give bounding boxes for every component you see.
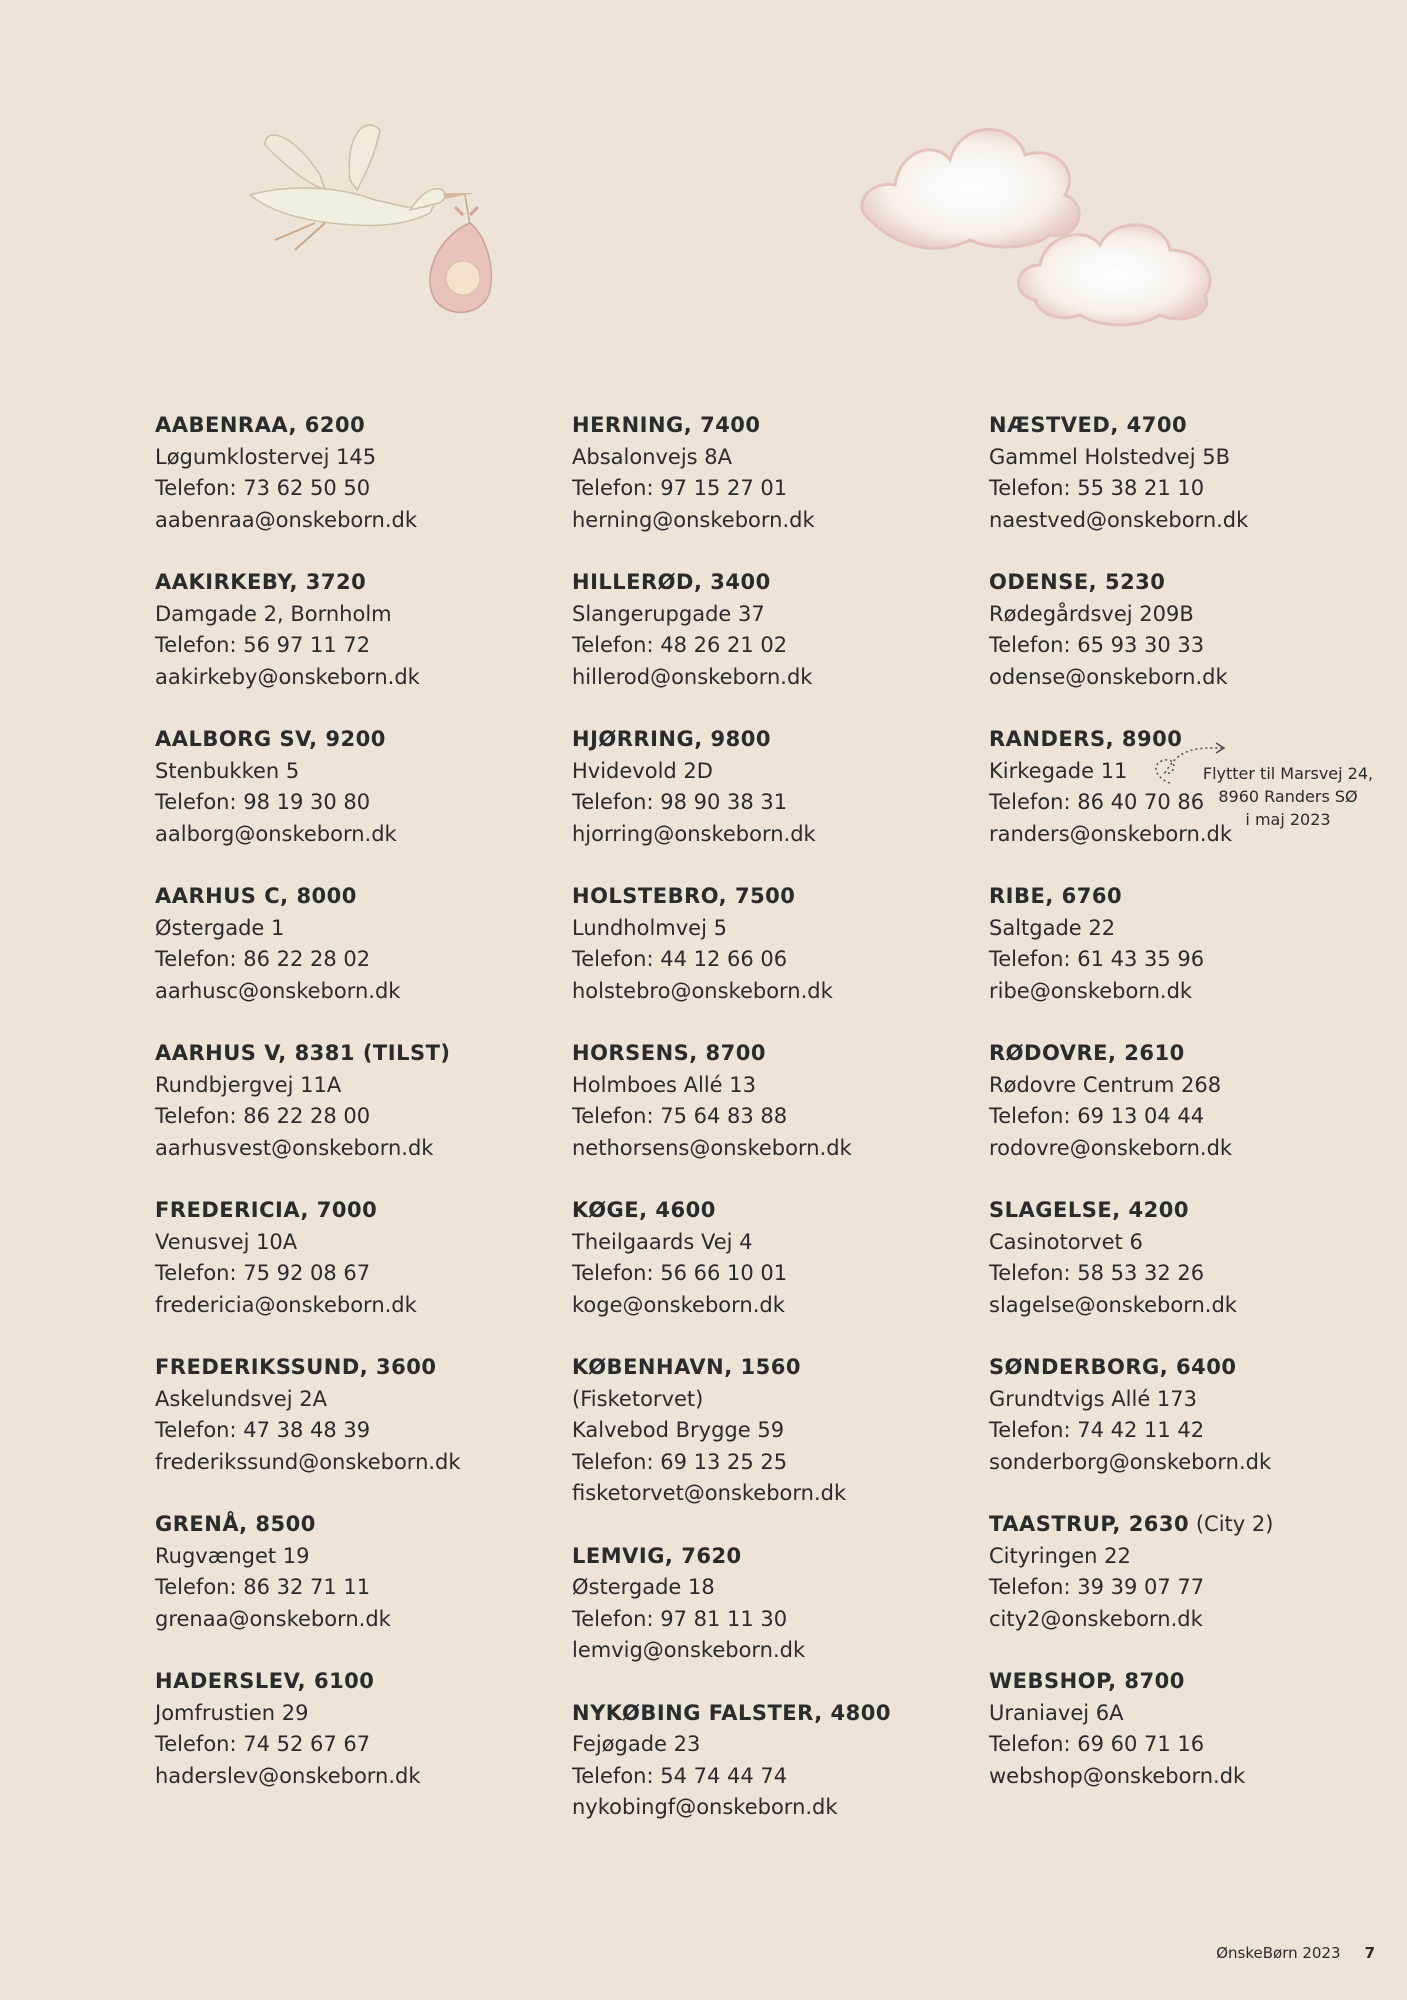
store-address: Slangerupgade 37: [572, 601, 765, 626]
store-name-text: AABENRAA, 6200: [155, 413, 366, 437]
store-phone: Telefon: 48 26 21 02: [572, 633, 788, 657]
store-name: [572, 1195, 989, 1227]
store-phone: Telefon: 98 19 30 80: [155, 790, 371, 814]
store-email: naestved@onskeborn.dk: [989, 507, 1249, 532]
store-column-2: [572, 410, 989, 1855]
store-name: [155, 724, 572, 756]
store-address: (Fisketorvet): [572, 1386, 704, 1411]
store-name-text: RØDOVRE, 2610: [989, 1041, 1185, 1065]
store-address: Østergade 18: [572, 1575, 715, 1599]
store-email: herning@onskeborn.dk: [572, 507, 815, 532]
store-email: aalborg@onskeborn.dk: [155, 821, 397, 846]
store-entry: [155, 1666, 572, 1792]
store-name-text: HJØRRING, 9800: [572, 727, 771, 751]
store-name: [155, 1352, 572, 1384]
store-email: nethorsens@onskeborn.dk: [572, 1135, 852, 1160]
store-name-text: HOLSTEBRO, 7500: [572, 884, 796, 908]
store-email: lemvig@onskeborn.dk: [572, 1638, 806, 1662]
store-address: Lundholmvej 5: [572, 915, 727, 940]
stork-with-baby-illustration: [225, 115, 495, 330]
store-email: holstebro@onskeborn.dk: [572, 978, 833, 1003]
store-email: grenaa@onskeborn.dk: [155, 1606, 391, 1631]
store-name: [155, 1666, 572, 1698]
store-name: [572, 1352, 989, 1384]
store-name: [155, 1509, 572, 1541]
store-email: nykobingf@onskeborn.dk: [572, 1795, 838, 1819]
store-entry: [572, 1352, 989, 1510]
store-email: hjorring@onskeborn.dk: [572, 821, 816, 846]
store-address: Damgade 2, Bornholm: [155, 601, 392, 626]
store-address: Grundtvigs Allé 173: [989, 1386, 1198, 1411]
store-name-text: HILLERØD, 3400: [572, 570, 771, 594]
store-name-text: NÆSTVED, 4700: [989, 413, 1188, 437]
store-name: [155, 881, 572, 913]
store-name: [572, 567, 989, 599]
randers-move-note: [1198, 762, 1378, 831]
store-address: Gammel Holstedvej 5B: [989, 444, 1231, 469]
store-address: Cityringen 22: [989, 1543, 1131, 1568]
store-phone: Telefon: 69 13 04 44: [989, 1104, 1205, 1128]
store-name-text: AAKIRKEBY, 3720: [155, 570, 367, 594]
store-phone: Telefon: 86 40 70 86: [989, 790, 1205, 814]
store-name: [989, 881, 1406, 913]
store-address: Holmboes Allé 13: [572, 1072, 756, 1097]
store-entry: [572, 724, 989, 850]
store-name-text: AALBORG SV, 9200: [155, 727, 386, 751]
store-name-text: WEBSHOP, 8700: [989, 1669, 1185, 1693]
store-name-text: SLAGELSE, 4200: [989, 1198, 1189, 1222]
store-phone: Telefon: 86 22 28 00: [155, 1104, 371, 1128]
store-entry: [989, 1038, 1406, 1164]
store-name-text: KØGE, 4600: [572, 1198, 716, 1222]
store-email: slagelse@onskeborn.dk: [989, 1292, 1237, 1317]
store-entry: [989, 567, 1406, 693]
store-phone: Telefon: 86 32 71 11: [155, 1575, 371, 1599]
store-phone: Telefon: 65 93 30 33: [989, 633, 1205, 657]
store-entry: [989, 410, 1406, 536]
store-entry: [155, 1195, 572, 1321]
store-phone: Telefon: 75 92 08 67: [155, 1261, 371, 1285]
store-address: Jomfrustien 29: [155, 1700, 309, 1725]
store-entry: [572, 410, 989, 536]
store-name-text: RANDERS, 8900: [989, 727, 1183, 751]
store-phone: Telefon: 39 39 07 77: [989, 1575, 1205, 1599]
store-name: [572, 724, 989, 756]
store-address: Askelundsvej 2A: [155, 1386, 327, 1411]
store-address: Kirkegade 11: [989, 758, 1128, 783]
randers-note-line-2: 8960 Randers SØ: [1218, 787, 1358, 806]
store-name: [989, 410, 1406, 442]
store-name-text: NYKØBING FALSTER, 4800: [572, 1700, 891, 1725]
store-email: frederikssund@onskeborn.dk: [155, 1449, 461, 1474]
store-entry: [155, 567, 572, 693]
store-entry: [572, 1698, 989, 1824]
store-phone: Telefon: 61 43 35 96: [989, 947, 1205, 971]
store-entry: [572, 1195, 989, 1321]
store-address: Rødegårdsvej 209B: [989, 601, 1194, 626]
store-name: [155, 1038, 572, 1070]
store-email: sonderborg@onskeborn.dk: [989, 1449, 1272, 1474]
store-phone: Telefon: 47 38 48 39: [155, 1418, 371, 1442]
store-phone: Telefon: 55 38 21 10: [989, 476, 1205, 500]
store-name: [989, 567, 1406, 599]
store-phone: Telefon: 86 22 28 02: [155, 947, 371, 971]
store-address: Østergade 1: [155, 915, 285, 940]
store-email: aabenraa@onskeborn.dk: [155, 507, 418, 532]
store-name: [989, 1666, 1406, 1698]
store-address: Rugvænget 19: [155, 1543, 310, 1568]
store-email: koge@onskeborn.dk: [572, 1292, 785, 1317]
store-name: [572, 1541, 989, 1573]
store-name: [989, 1195, 1406, 1227]
store-name-text: TAASTRUP, 2630: [989, 1512, 1190, 1536]
store-email: haderslev@onskeborn.dk: [155, 1763, 421, 1788]
store-entry: [989, 1352, 1406, 1478]
store-email: ribe@onskeborn.dk: [989, 978, 1193, 1003]
store-email: webshop@onskeborn.dk: [989, 1763, 1246, 1788]
store-name-text: GRENÅ, 8500: [155, 1512, 316, 1536]
store-email: fredericia@onskeborn.dk: [155, 1292, 417, 1317]
store-phone: Telefon: 69 13 25 25: [572, 1449, 788, 1474]
store-name-text: FREDERICIA, 7000: [155, 1198, 378, 1222]
store-phone: Telefon: 97 15 27 01: [572, 476, 788, 500]
store-address: Kalvebod Brygge 59: [572, 1418, 785, 1442]
store-name-text: RIBE, 6760: [989, 884, 1123, 908]
store-entry: [989, 1666, 1406, 1792]
store-phone: Telefon: 74 52 67 67: [155, 1732, 371, 1756]
store-entry: [155, 881, 572, 1007]
store-email: fisketorvet@onskeborn.dk: [572, 1481, 847, 1505]
store-name: [989, 1352, 1406, 1384]
store-phone: Telefon: 75 64 83 88: [572, 1104, 788, 1128]
store-phone: Telefon: 56 97 11 72: [155, 633, 371, 657]
store-name-text: FREDERIKSSUND, 3600: [155, 1355, 437, 1379]
store-email: odense@onskeborn.dk: [989, 664, 1228, 689]
store-address: Hvidevold 2D: [572, 758, 713, 783]
store-name: [572, 1698, 989, 1730]
store-phone: Telefon: 56 66 10 01: [572, 1261, 788, 1285]
store-address: Uraniavej 6A: [989, 1700, 1124, 1725]
store-entry: [572, 567, 989, 693]
store-name-text: AARHUS V, 8381 (TILST): [155, 1041, 451, 1065]
store-name-text: AARHUS C, 8000: [155, 884, 357, 908]
store-name-text: LEMVIG, 7620: [572, 1543, 742, 1568]
store-phone: Telefon: 54 74 44 74: [572, 1763, 788, 1788]
store-name: [572, 1038, 989, 1070]
store-phone: Telefon: 69 60 71 16: [989, 1732, 1205, 1756]
store-email: city2@onskeborn.dk: [989, 1606, 1203, 1631]
store-address: Venusvej 10A: [155, 1229, 298, 1254]
store-address: Rødovre Centrum 268: [989, 1072, 1222, 1097]
store-email: rodovre@onskeborn.dk: [989, 1135, 1233, 1160]
store-column-1: [155, 410, 572, 1855]
store-phone: Telefon: 98 90 38 31: [572, 790, 788, 814]
publication-name: ØnskeBørn 2023: [1216, 1944, 1341, 1962]
store-entry: [989, 1195, 1406, 1321]
store-address: Absalonvejs 8A: [572, 444, 733, 469]
page-footer: [1216, 1944, 1375, 1962]
store-entry: [572, 881, 989, 1007]
store-name-text: HORSENS, 8700: [572, 1041, 767, 1065]
store-column-3: [989, 410, 1406, 1855]
store-email: aarhusvest@onskeborn.dk: [155, 1135, 434, 1160]
store-phone: Telefon: 97 81 11 30: [572, 1606, 788, 1631]
store-address: Fejøgade 23: [572, 1732, 701, 1756]
store-name: [989, 1038, 1406, 1070]
randers-note-line-1: Flytter til Marsvej 24,: [1202, 764, 1374, 783]
randers-note-line-3: i maj 2023: [1245, 810, 1331, 829]
store-address: Theilgaards Vej 4: [572, 1229, 753, 1254]
store-name-text: HADERSLEV, 6100: [155, 1669, 375, 1693]
store-name-suffix: (City 2): [1189, 1512, 1274, 1536]
store-phone: Telefon: 58 53 32 26: [989, 1261, 1205, 1285]
store-name: [155, 410, 572, 442]
store-entry: [155, 1038, 572, 1164]
store-name: [572, 881, 989, 913]
store-name-text: KØBENHAVN, 1560: [572, 1355, 801, 1379]
store-email: aakirkeby@onskeborn.dk: [155, 664, 420, 689]
store-phone: Telefon: 73 62 50 50: [155, 476, 371, 500]
store-directory: [155, 410, 1406, 1855]
store-entry: [572, 1541, 989, 1667]
store-name: [989, 1509, 1406, 1541]
store-address: Stenbukken 5: [155, 758, 300, 783]
store-entry: [989, 1509, 1406, 1635]
store-entry: [155, 724, 572, 850]
store-address: Rundbjergvej 11A: [155, 1072, 342, 1097]
store-address: Casinotorvet 6: [989, 1229, 1143, 1254]
store-name-text: SØNDERBORG, 6400: [989, 1355, 1237, 1379]
store-address: Saltgade 22: [989, 915, 1116, 940]
clouds-illustration: [850, 110, 1245, 330]
store-name: [572, 410, 989, 442]
store-name: [155, 1195, 572, 1227]
store-name: [155, 567, 572, 599]
store-phone: Telefon: 74 42 11 42: [989, 1418, 1205, 1442]
store-email: aarhusc@onskeborn.dk: [155, 978, 401, 1003]
store-entry: [155, 1509, 572, 1635]
store-email: hillerod@onskeborn.dk: [572, 664, 813, 689]
store-email: randers@onskeborn.dk: [989, 821, 1232, 846]
page-number: 7: [1364, 1944, 1375, 1962]
store-address: Løgumklostervej 145: [155, 444, 377, 469]
store-entry: [155, 410, 572, 536]
store-name-text: HERNING, 7400: [572, 413, 761, 437]
store-phone: Telefon: 44 12 66 06: [572, 947, 788, 971]
store-entry: [572, 1038, 989, 1164]
store-name-text: ODENSE, 5230: [989, 570, 1166, 594]
store-entry: [155, 1352, 572, 1478]
store-entry: [989, 881, 1406, 1007]
